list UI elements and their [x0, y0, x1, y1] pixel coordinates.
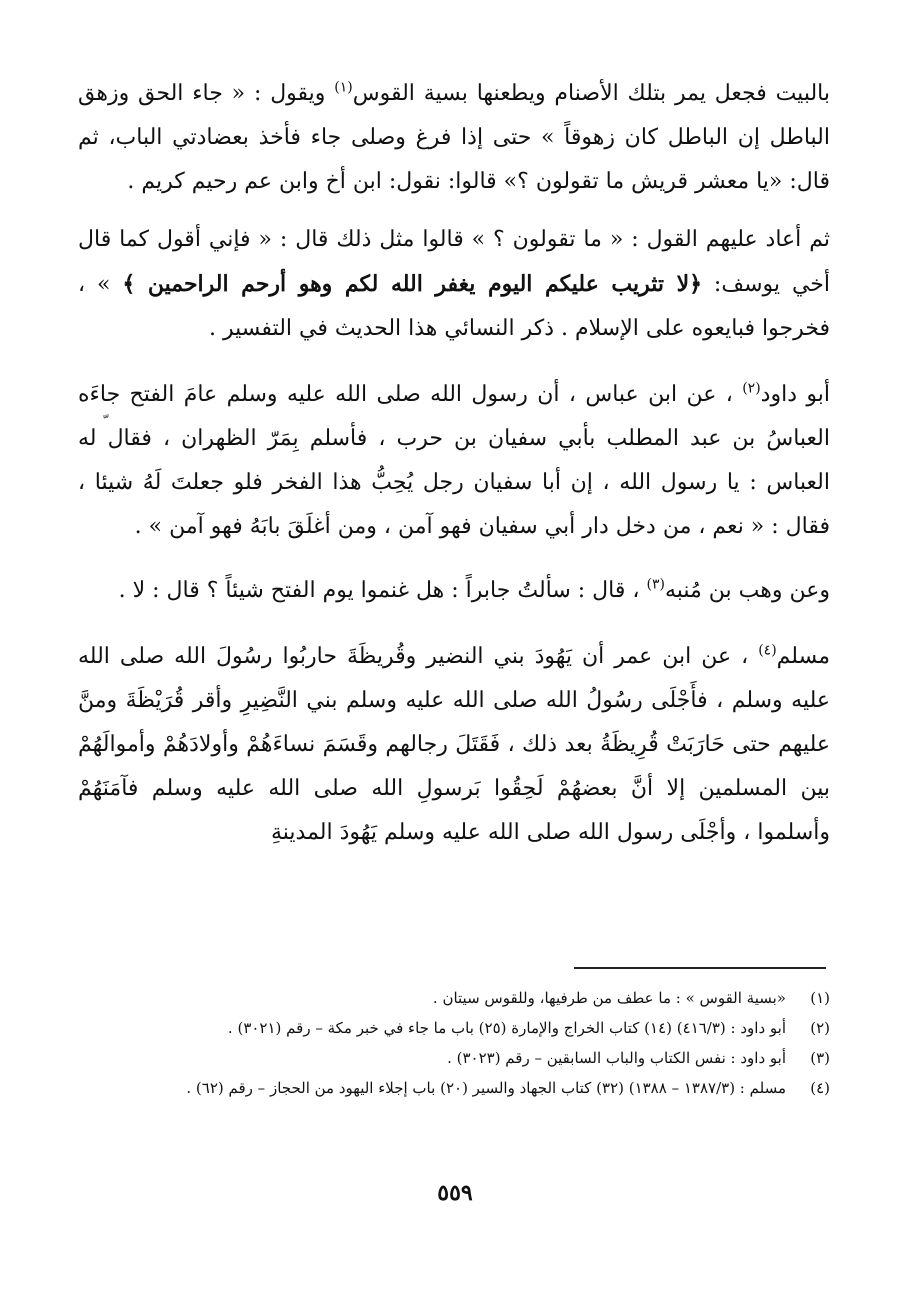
- footnote-ref-2[interactable]: (٢): [742, 380, 761, 397]
- footnote-4: [78, 1074, 830, 1102]
- paragraph-1-text-b: ويقول : « جاء الحق وزهق الباطل إن الباطل كان زهوقاً » حتى إذا فرغ وصلى جاء فأخذ بعضادتي الباب، ثم قال: «يا معشر قريش ما تقولون ؟» قالوا: نقول: ابن أخ وابن عم رحيم كريم .: [78, 81, 830, 194]
- footnote-text: «بسية القوس » : ما عطف من طرفيها، وللقوس سيتان .: [432, 989, 786, 1007]
- paragraph-5: [78, 635, 830, 855]
- paragraph-1-text-a: بالبيت فجعل يمر بتلك الأصنام ويطعنها بسية القوس: [352, 81, 830, 106]
- footnotes: [78, 984, 830, 1104]
- paragraph-3-rest: ، عن ابن عباس ، أن رسول الله صلى الله عليه وسلم عامَ الفتح جاءَه العباسُ بن عبد المطلب بأبي سفيان بن حرب ، فأسلم بِمَرّ الظهران ، فقال له العباس : يا رسول الله ، إن أبا سفيان رجل يُحِبُّ هذا الفخر فلو جعلتَ لَهُ شيئا ، فقال : « نعم ، من دخل دار أبي سفيان فهو آمن ، ومن أغلَقَ بابَهُ فهو آمن » .: [78, 382, 830, 539]
- footnote-3: [78, 1044, 830, 1072]
- paragraph-2-after: » ، فخرجوا فبايعوه على الإسلام . ذكر النسائي هذا الحديث في التفسير .: [78, 272, 830, 341]
- main-text: [78, 72, 830, 855]
- footnote-ref-1[interactable]: (١): [334, 79, 353, 96]
- paragraph-5-rest: ، عن ابن عمر أن يَهُودَ بني النضير وقُريظَةَ حاربُوا رسُولَ الله صلى الله عليه وسلم ، فأَجْلَى رسُولُ الله صلى الله عليه وسلم بني النَّضِيرِ وأقر قُرَيْظَةَ ومنَّ عليهم حتى حَارَبَتْ قُرِيظَةُ بعد ذلك ، فَقَتَلَ رجالهم وقَسَمَ نساءَهُمْ وأولادَهُمْ وأموالَهُمْ بين المسلمين إلا أنَّ بعضهُمْ لَحِقُوا بَرسولِ الله صلى الله عليه وسلم فآمَنَهُمْ وأسلموا ، وأجْلَى رسول الله صلى الله عليه وسلم يَهُودَ المدينةِ: [78, 644, 830, 845]
- footnote-divider: [574, 967, 826, 969]
- paragraph-3: [78, 373, 830, 549]
- paragraph-4-start: وعن وهب بن مُنبه: [664, 578, 830, 603]
- footnote-text: أبو داود : (٤١٦/٣) (١٤) كتاب الخراج والإمارة (٢٥) باب ما جاء في خبر مكة – رقم (٣٠٢١) .: [227, 1019, 786, 1037]
- footnote-ref-4[interactable]: (٤): [758, 642, 777, 659]
- paragraph-4: [78, 569, 830, 613]
- footnote-number: (١): [810, 989, 830, 1007]
- footnote-number: (٢): [810, 1019, 830, 1037]
- footnote-ref-3[interactable]: (٣): [646, 576, 665, 593]
- footnote-number: (٤): [810, 1079, 830, 1097]
- paragraph-2: [78, 218, 830, 351]
- paragraph-2-before: ثم أعاد عليهم القول : « ما تقولون ؟ » قالوا مثل ذلك قال : « فإني أقول كما قال أخي يوسف:: [78, 227, 830, 297]
- footnote-number: (٣): [810, 1049, 830, 1067]
- paragraph-1: [78, 72, 830, 204]
- paragraph-4-rest: ، قال : سألتُ جابراً : هل غنموا يوم الفتح شيئاً ؟ قال : لا .: [118, 578, 647, 603]
- paragraph-3-start: أبو داود: [760, 382, 830, 407]
- page-number: ٥٥٩: [437, 1180, 473, 1206]
- footnote-2: [78, 1014, 830, 1042]
- paragraph-5-start: مسلم: [776, 644, 830, 669]
- footnote-text: مسلم : (١٣٨٧/٣ – ١٣٨٨) (٣٢) كتاب الجهاد والسير (٢٠) باب إجلاء اليهود من الحجاز – رقم (٦٢) .: [186, 1079, 786, 1097]
- quran-verse: ﴿لا تثريب عليكم اليوم يغفر الله لكم وهو أرحم الراحمين ﴾: [122, 271, 703, 297]
- footnote-1: [78, 984, 830, 1012]
- footnote-text: أبو داود : نفس الكتاب والباب السابقين – رقم (٣٠٢٣) .: [447, 1049, 786, 1067]
